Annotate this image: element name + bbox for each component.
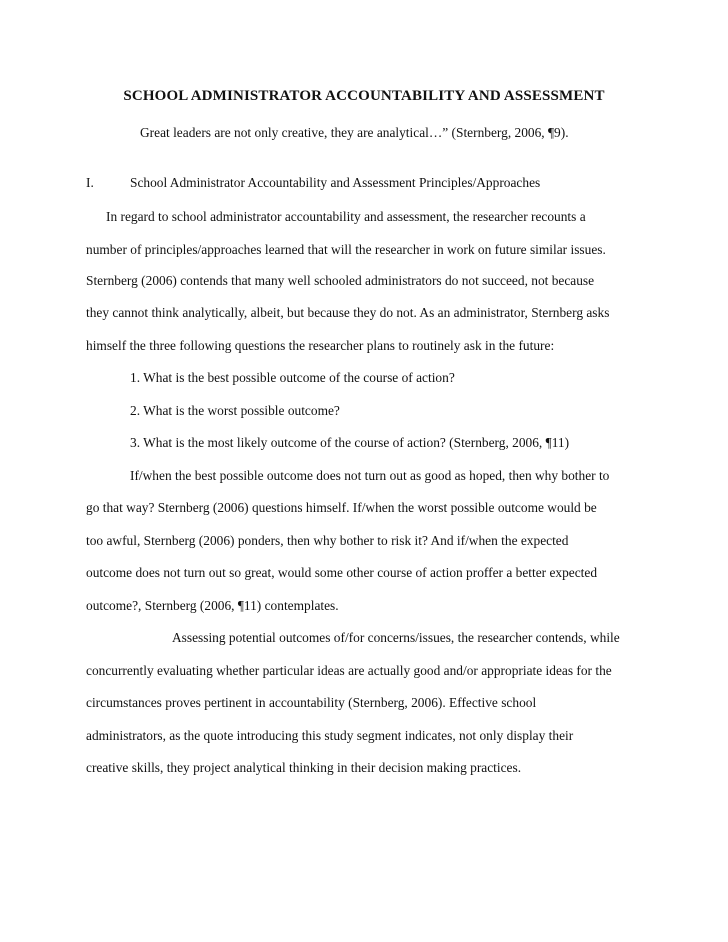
paragraph-line: number of principles/approaches learned that will the researcher in work on future similar issues. [86, 242, 606, 257]
paragraph-line: administrators, as the quote introducing this study segment indicates, not only display their [86, 728, 574, 743]
paragraph-line: Sternberg (2006) contends that many well schooled administrators do not succeed, not because [86, 273, 595, 288]
paragraph-line: outcome?, Sternberg (2006, ¶11) contemplates. [86, 598, 339, 613]
paragraph-line: they cannot think analytically, albeit, but because they do not. As an administrator, Sternberg asks [86, 305, 610, 320]
paragraph-line: go that way? Sternberg (2006) questions himself. If/when the worst possible outcome would be [86, 500, 597, 515]
paragraph-line: circumstances proves pertinent in accountability (Sternberg, 2006). Effective school [86, 695, 537, 710]
paragraph-line: too awful, Sternberg (2006) ponders, then why bother to risk it? And if/when the expected [86, 533, 569, 548]
list-item: 1. What is the best possible outcome of the course of action? [130, 370, 455, 385]
epigraph-quote: Great leaders are not only creative, they are analytical…” (Sternberg, 2006, ¶9). [140, 125, 569, 140]
paragraph-line: concurrently evaluating whether particular ideas are actually good and/or appropriate ideas for the [86, 663, 612, 678]
document-title: SCHOOL ADMINISTRATOR ACCOUNTABILITY AND ASSESSMENT [123, 88, 605, 104]
paragraph-line: In regard to school administrator accountability and assessment, the researcher recounts a [106, 209, 586, 224]
paragraph-line: If/when the best possible outcome does not turn out as good as hoped, then why bother to [130, 468, 610, 483]
paragraph-line: creative skills, they project analytical thinking in their decision making practices. [86, 760, 522, 775]
section-numeral: I. [86, 175, 94, 190]
paragraph-line: himself the three following questions the researcher plans to routinely ask in the future: [86, 338, 555, 353]
paragraph-line: outcome does not turn out so great, would some other course of action proffer a better expected [86, 565, 598, 580]
paragraph-line: Assessing potential outcomes of/for concerns/issues, the researcher contends, while [172, 630, 620, 645]
section-heading: School Administrator Accountability and Assessment Principles/Approaches [130, 175, 541, 190]
list-item: 3. What is the most likely outcome of the course of action? (Sternberg, 2006, ¶11) [130, 435, 570, 450]
list-item: 2. What is the worst possible outcome? [130, 403, 340, 418]
